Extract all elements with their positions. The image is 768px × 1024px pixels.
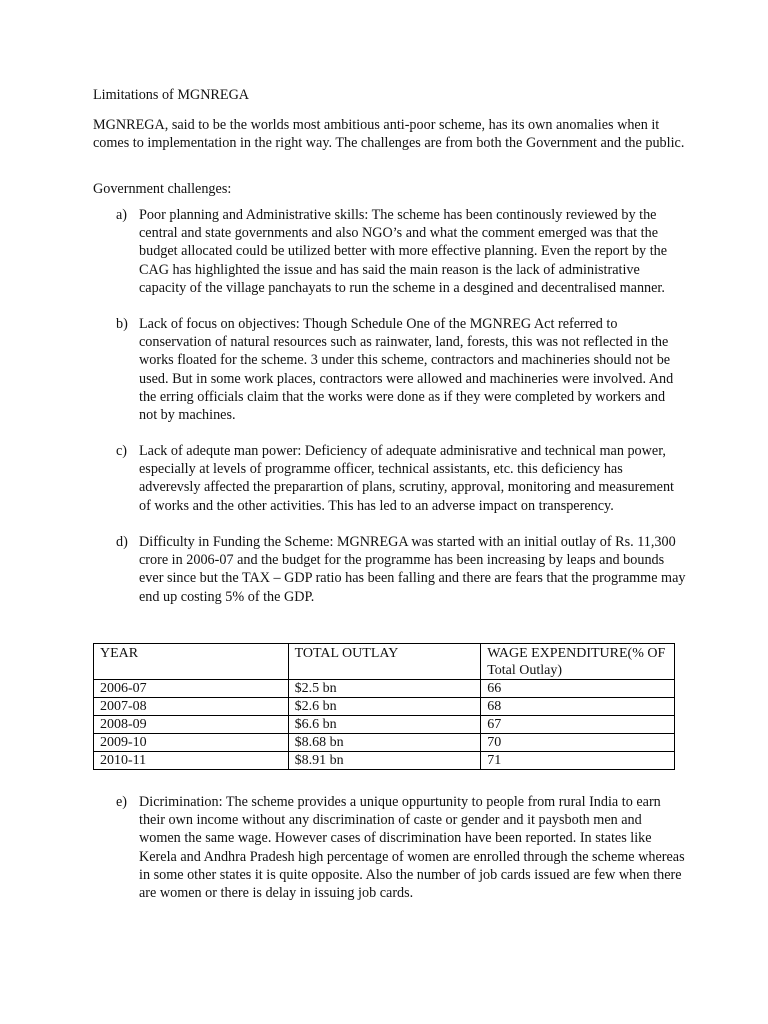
table-header-wage: WAGE EXPENDITURE(% OF Total Outlay)	[481, 644, 675, 680]
list-marker: e)	[116, 794, 128, 810]
table-cell-wage: 66	[481, 680, 675, 698]
table-cell-year: 2010-11	[94, 752, 289, 770]
list-item-d	[116, 533, 686, 606]
list-item-text: Dicrimination: The scheme provides a unique oppurtunity to people from rural India to earn their own income without any discrimination of caste or gender and it paysboth men and women the same wage. However cases of discrimination have been reported. In states like Kerela and Andhra Pradesh high percentage of women are enrolled through the scheme whereas in some other states it is quite opposite. Also the number of job cards issued are few when there are women or there is delay in issuing job cards.	[139, 794, 685, 902]
table-row	[94, 698, 675, 716]
section-heading: Government challenges:	[93, 181, 232, 197]
table-header-row	[94, 644, 675, 680]
table-cell-outlay: $8.91 bn	[288, 752, 481, 770]
table-cell-outlay: $2.6 bn	[288, 698, 481, 716]
list-marker: c)	[116, 443, 128, 459]
list-marker: a)	[116, 207, 128, 223]
outlay-table	[93, 643, 675, 770]
list-item-a	[116, 206, 686, 297]
table-header-year: YEAR	[94, 644, 289, 680]
table-row	[94, 752, 675, 770]
intro-paragraph: MGNREGA, said to be the worlds most ambitious anti-poor scheme, has its own anomalies when it comes to implementation in the right way. The challenges are from both the Government and the public.	[93, 117, 685, 152]
table-row	[94, 680, 675, 698]
list-marker: b)	[116, 316, 128, 332]
table-header-outlay: TOTAL OUTLAY	[288, 644, 481, 680]
table-cell-year: 2007-08	[94, 698, 289, 716]
table-cell-year: 2009-10	[94, 734, 289, 752]
list-item-e	[116, 793, 686, 902]
table-cell-outlay: $2.5 bn	[288, 680, 481, 698]
table-cell-wage: 68	[481, 698, 675, 716]
table-row	[94, 734, 675, 752]
list-item-text: Poor planning and Administrative skills: The scheme has been continously reviewed by the central and state governments and also NGO’s and what the comment emerged was that the budget allocated could be utilized better with more effective planning. Even the report by the CAG has highlighted the issue and has said the main reason is the lack of administrative capacity of the village panchayats to run the scheme in a desgined and decentralised manner.	[139, 207, 668, 296]
table-cell-wage: 71	[481, 752, 675, 770]
list-item-b	[116, 315, 686, 424]
table-cell-wage: 70	[481, 734, 675, 752]
document-title: Limitations of MGNREGA	[93, 87, 250, 103]
list-item-text: Lack of adequte man power: Deficiency of adequate adminisrative and technical man power, especially at levels of programme officer, technical assistants, etc. this deficiency has adverevsly affected the preparartion of plans, scrutiny, approval, monitoring and measurement of works and the other activities. This has led to an adverse impact on transperency.	[139, 443, 674, 514]
table-cell-outlay: $8.68 bn	[288, 734, 481, 752]
table-cell-outlay: $6.6 bn	[288, 716, 481, 734]
list-item-text: Lack of focus on objectives: Though Schedule One of the MGNREG Act referred to conservation of natural resources such as rainwater, land, forests, this was not reflected in the works floated for the scheme. 3 under this scheme, contractors and machineries should not be used. But in some work places, contractors were allowed and machineries were involved. And the erring officials claim that the works were done as if they were completed by workers and not by machines.	[139, 316, 674, 424]
list-item-c	[116, 442, 686, 515]
table-cell-year: 2006-07	[94, 680, 289, 698]
list-item-text: Difficulty in Funding the Scheme: MGNREGA was started with an initial outlay of Rs. 11,300 crore in 2006-07 and the budget for the programme has been increasing by leaps and bounds ever since but the TAX – GDP ratio has been falling and there are fears that the programme may end up costing 5% of the GDP.	[139, 534, 686, 605]
table-cell-year: 2008-09	[94, 716, 289, 734]
list-marker: d)	[116, 534, 128, 550]
table-row	[94, 716, 675, 734]
table-cell-wage: 67	[481, 716, 675, 734]
